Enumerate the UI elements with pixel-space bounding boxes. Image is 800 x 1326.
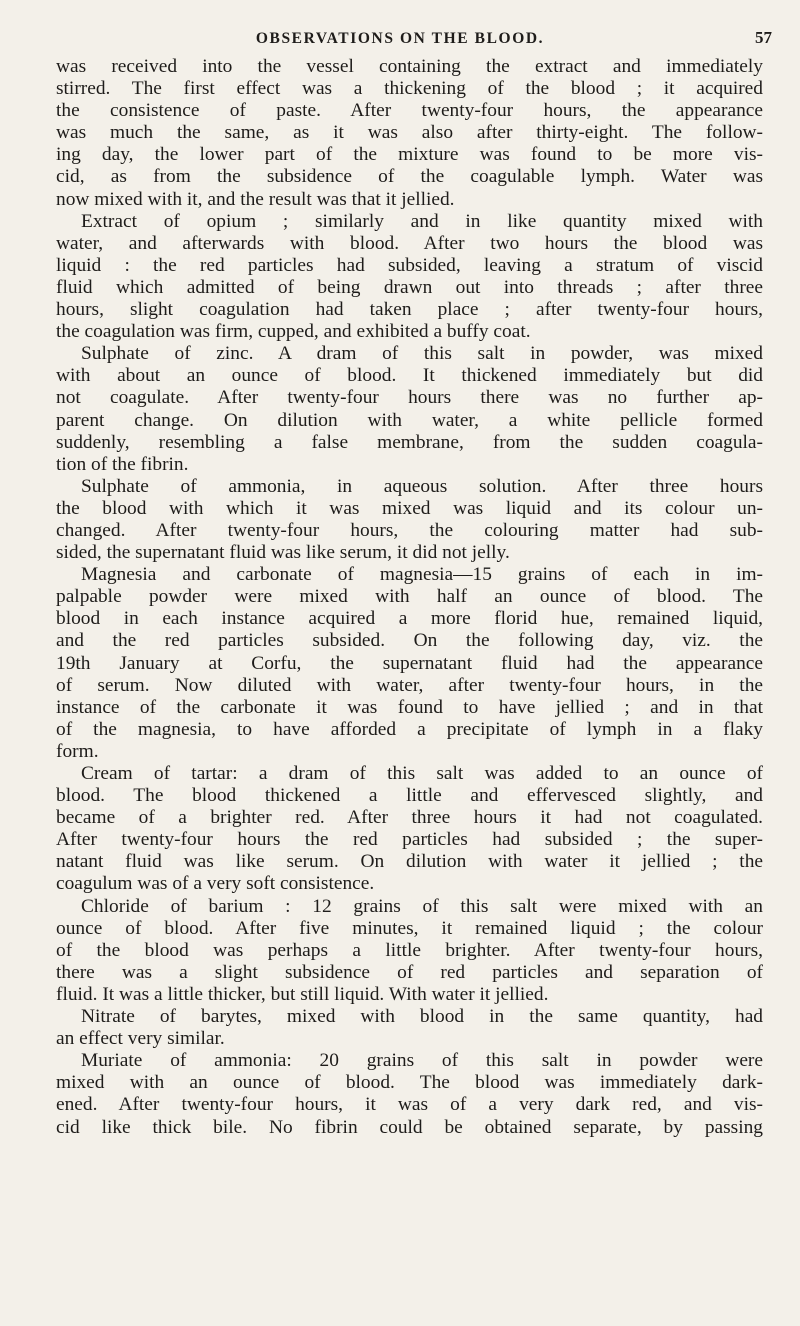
- text-line: tion of the fibrin.: [56, 453, 189, 475]
- text-line: the blood with which it was mixed was liquid and its colour un-: [56, 497, 763, 519]
- text-line: sided, the supernatant fluid was like serum, it did not jelly.: [56, 542, 510, 564]
- text-line: mixed with an ounce of blood. The blood was immediately dark-: [56, 1072, 763, 1094]
- text-line: the coagulation was firm, cupped, and exhibited a buffy coat.: [56, 321, 531, 343]
- text-line: water, and afterwards with blood. After two hours the blood was: [56, 232, 763, 254]
- page-number: 57: [755, 28, 772, 47]
- text-line: ing day, the lower part of the mixture was found to be more vis-: [56, 144, 763, 166]
- text-line: Extract of opium ; similarly and in like quantity mixed with: [81, 210, 763, 232]
- text-line: fluid. It was a little thicker, but still liquid. With water it jellied.: [56, 983, 549, 1005]
- text-line: there was a slight subsidence of red particles and separation of: [56, 961, 763, 983]
- text-line: form.: [56, 740, 99, 762]
- text-line: became of a brighter red. After three hours it had not coagulated.: [56, 807, 763, 829]
- text-line: fluid which admitted of being drawn out into threads ; after three: [56, 276, 763, 298]
- text-line: with about an ounce of blood. It thickened immediately but did: [56, 365, 763, 387]
- text-line: Cream of tartar: a dram of this salt was added to an ounce of: [81, 763, 763, 784]
- text-line: instance of the carbonate it was found to have jellied ; and in that: [56, 696, 763, 718]
- text-line: and the red particles subsided. On the following day, viz. the: [56, 630, 763, 652]
- text-line: Nitrate of barytes, mixed with blood in the same quantity, had: [81, 1006, 763, 1028]
- text-line: cid, as from the subsidence of the coagulable lymph. Water was: [56, 166, 763, 188]
- text-line: coagulum was of a very soft consistence.: [56, 873, 375, 895]
- text-line: Sulphate of ammonia, in aqueous solution. After three hours: [81, 475, 763, 497]
- text-line: cid like thick bile. No fibrin could be obtained separate, by passing: [56, 1116, 763, 1138]
- text-line: changed. After twenty-four hours, the colouring matter had sub-: [56, 519, 763, 541]
- text-line: was much the same, as it was also after thirty-eight. The follow-: [56, 122, 763, 144]
- text-line: was received into the vessel containing the extract and immediately: [56, 56, 763, 77]
- text-line: hours, slight coagulation had taken place ; after twenty-four hours,: [56, 299, 763, 321]
- text-line: Chloride of barium : 12 grains of this salt were mixed with an: [81, 895, 763, 917]
- running-head: [0, 30, 800, 54]
- text-line: stirred. The first effect was a thickening of the blood ; it acquired: [56, 78, 763, 100]
- text-line: 19th January at Corfu, the supernatant fluid had the appearance: [56, 652, 763, 674]
- running-title: OBSERVATIONS ON THE BLOOD.: [255, 30, 545, 47]
- text-line: blood. The blood thickened a little and effervesced slightly, and: [56, 785, 763, 807]
- text-line: the consistence of paste. After twenty-four hours, the appearance: [56, 100, 763, 122]
- text-line: not coagulate. After twenty-four hours there was no further ap-: [56, 387, 763, 409]
- text-line: of serum. Now diluted with water, after twenty-four hours, in the: [56, 674, 763, 696]
- text-line: ounce of blood. After five minutes, it remained liquid ; the colour: [56, 917, 763, 939]
- text-line: parent change. On dilution with water, a white pellicle formed: [56, 409, 763, 431]
- text-line: Sulphate of zinc. A dram of this salt in powder, was mixed: [81, 343, 763, 365]
- text-line: now mixed with it, and the result was that it jellied.: [56, 188, 455, 210]
- text-line: palpable powder were mixed with half an ounce of blood. The: [56, 586, 763, 608]
- text-line: liquid : the red particles had subsided, leaving a stratum of viscid: [56, 254, 763, 276]
- text-line: of the magnesia, to have afforded a precipitate of lymph in a flaky: [56, 718, 763, 740]
- text-line: natant fluid was like serum. On dilution with water it jellied ; the: [56, 851, 763, 873]
- text-line: ened. After twenty-four hours, it was of a very dark red, and vis-: [56, 1094, 763, 1116]
- text-line: Muriate of ammonia: 20 grains of this salt in powder were: [81, 1050, 763, 1072]
- text-line: Magnesia and carbonate of magnesia—15 grains of each in im-: [81, 564, 763, 586]
- text-line: an effect very similar.: [56, 1028, 225, 1050]
- text-line: of the blood was perhaps a little brighter. After twenty-four hours,: [56, 939, 763, 961]
- text-line: suddenly, resembling a false membrane, from the sudden coagula-: [56, 431, 763, 453]
- text-line: blood in each instance acquired a more florid hue, remained liquid,: [56, 608, 763, 630]
- text-line: After twenty-four hours the red particles had subsided ; the super-: [56, 829, 763, 851]
- body-text: [56, 56, 763, 1139]
